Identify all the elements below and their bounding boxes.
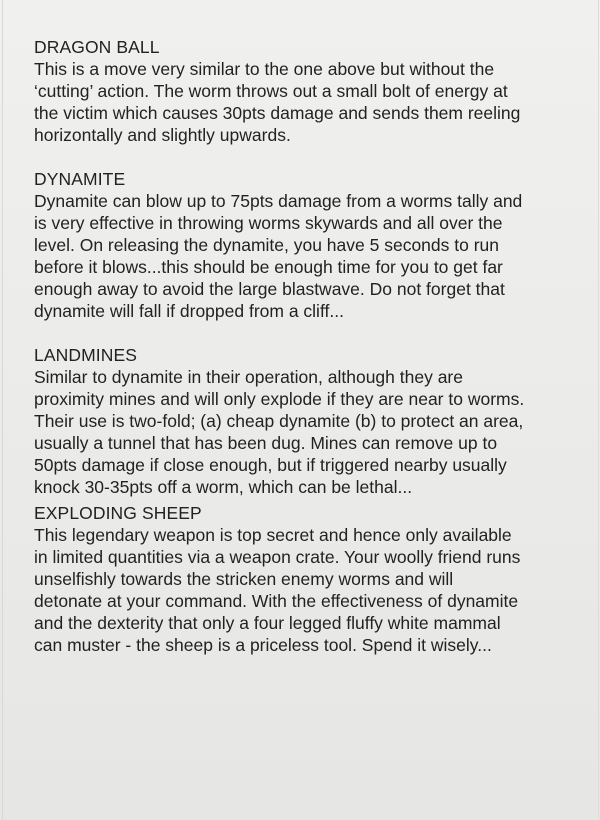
body-line: 50pts damage if close enough, but if triggered nearby usually bbox=[34, 455, 507, 475]
body-line: detonate at your command. With the effectiveness of dynamite bbox=[34, 591, 519, 611]
body-line: knock 30-35pts off a worm, which can be lethal... bbox=[34, 477, 413, 497]
section-dynamite bbox=[34, 168, 564, 322]
section-landmines bbox=[34, 344, 564, 498]
section-heading: LANDMINES bbox=[34, 345, 138, 365]
section-body bbox=[34, 58, 564, 146]
section-heading: DRAGON BALL bbox=[34, 37, 160, 57]
section-dragon-ball bbox=[34, 36, 564, 146]
section-body bbox=[34, 190, 564, 322]
body-line: can muster - the sheep is a priceless tool. Spend it wisely... bbox=[34, 635, 492, 655]
body-line: dynamite will fall if dropped from a cliff... bbox=[34, 301, 344, 321]
body-line: horizontally and slightly upwards. bbox=[34, 125, 291, 145]
body-line: is very effective in throwing worms skywards and all over the bbox=[34, 213, 503, 233]
section-exploding-sheep bbox=[34, 502, 564, 656]
section-body bbox=[34, 366, 564, 498]
page-edge-right bbox=[598, 0, 599, 820]
section-body bbox=[34, 524, 564, 656]
body-line: proximity mines and will only explode if they are near to worms. bbox=[34, 389, 525, 409]
body-line: the victim which causes 30pts damage and sends them reeling bbox=[34, 103, 521, 123]
section-heading: DYNAMITE bbox=[34, 169, 126, 189]
body-line: unselfishly towards the stricken enemy worms and will bbox=[34, 569, 454, 589]
body-line: This is a move very similar to the one above but without the bbox=[34, 59, 495, 79]
body-line: ‘cutting’ action. The worm throws out a small bolt of energy at bbox=[34, 81, 508, 101]
body-line: before it blows...this should be enough time for you to get far bbox=[34, 257, 503, 277]
section-gap bbox=[34, 322, 564, 344]
section-heading: EXPLODING SHEEP bbox=[34, 503, 202, 523]
body-line: and the dexterity that only a four legged fluffy white mammal bbox=[34, 613, 501, 633]
body-line: Similar to dynamite in their operation, although they are bbox=[34, 367, 463, 387]
body-line: enough away to avoid the large blastwave. Do not forget that bbox=[34, 279, 505, 299]
section-gap bbox=[34, 146, 564, 168]
page-edge-left bbox=[2, 0, 3, 820]
body-line: Their use is two-fold; (a) cheap dynamite (b) to protect an area, bbox=[34, 411, 524, 431]
body-line: This legendary weapon is top secret and hence only available bbox=[34, 525, 512, 545]
page-content bbox=[34, 36, 564, 656]
body-line: usually a tunnel that has been dug. Mines can remove up to bbox=[34, 433, 498, 453]
body-line: in limited quantities via a weapon crate. Your woolly friend runs bbox=[34, 547, 521, 567]
body-line: Dynamite can blow up to 75pts damage from a worms tally and bbox=[34, 191, 523, 211]
body-line: level. On releasing the dynamite, you have 5 seconds to run bbox=[34, 235, 499, 255]
